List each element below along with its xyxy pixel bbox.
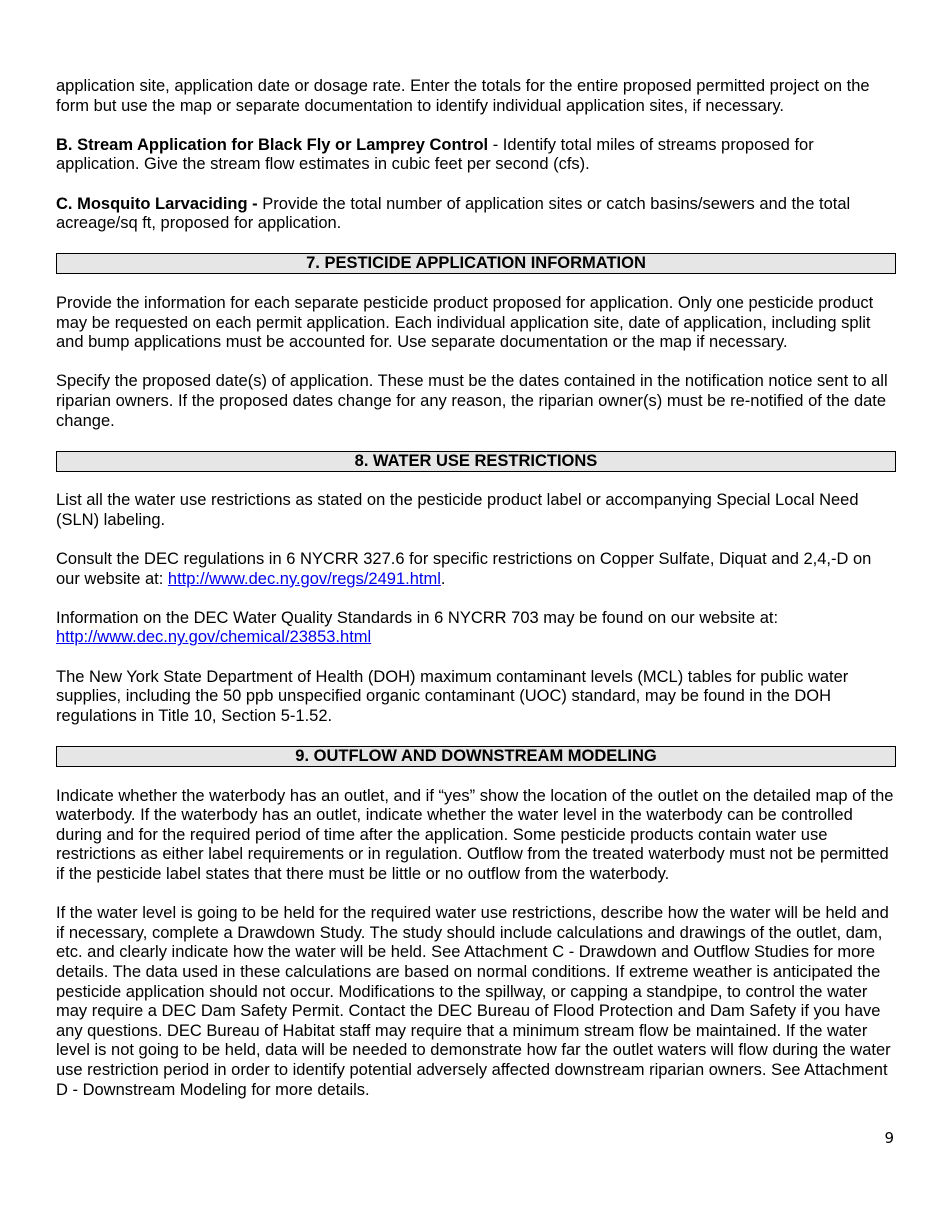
section-7-paragraph-2: Specify the proposed date(s) of application. These must be the dates contained in the notification notice sent to all riparian owners. If the proposed dates change for any reason, the riparian owner(s) must be re-notified of the date change. (56, 372, 888, 430)
section-b-paragraph (56, 136, 896, 175)
section-8-paragraph-3-text: Information on the DEC Water Quality Standards in 6 NYCRR 703 may be found on our website at: (56, 608, 779, 627)
section-8-paragraph-3 (56, 609, 896, 648)
section-c-text: Provide the total number of application sites or catch basins/sewers and the total acreage/sq ft, proposed for application. (56, 194, 851, 233)
section-7-header: 7. PESTICIDE APPLICATION INFORMATION (56, 253, 896, 274)
section-8-paragraph-1: List all the water use restrictions as stated on the pesticide product label or accompanying Special Local Need (SLN) labeling. (56, 491, 859, 529)
section-8-paragraph-4: The New York State Department of Health (DOH) maximum contaminant levels (MCL) tables for public water supplies, including the 50 ppb unspecified organic contaminant (UOC) standard, may be found in the DOH regulations in Title 10, Section 5-1.52. (56, 667, 849, 725)
section-9-paragraph-1: Indicate whether the waterbody has an outlet, and if “yes” show the location of the outlet on the detailed map of the waterbody. If the waterbody has an outlet, indicate whether the water level in the waterbody can be controlled during and for the required period of time after the application. Some pesticide products contain water use restrictions as either label requirements or in regulation. Outflow from the treated waterbody must not be permitted if the pesticide label states that there must be little or no outflow from the waterbody. (56, 786, 894, 883)
section-8-paragraph-2 (56, 550, 896, 589)
section-9-header: 9. OUTFLOW AND DOWNSTREAM MODELING (56, 746, 896, 767)
section-8-header: 8. WATER USE RESTRICTIONS (56, 451, 896, 472)
section-b-title: B. Stream Application for Black Fly or Lamprey Control (56, 135, 489, 154)
document-body (56, 77, 896, 1100)
section-9-paragraph-2: If the water level is going to be held for the required water use restrictions, describe how the water will be held and if necessary, complete a Drawdown Study. The study should include calculations and drawings of the outlet, dam, etc. and clearly indicate how the water will be held. See Attachment C - Drawdown and Outflow Studies for more details. The data used in these calculations are based on normal conditions. If extreme weather is anticipated the pesticide application should not occur. Modifications to the spillway, or capping a standpipe, to control the water may require a DEC Dam Safety Permit. Contact the DEC Bureau of Flood Protection and Dam Safety if you have any questions. DEC Bureau of Habitat staff may require that a minimum stream flow be maintained. If the water level is not going to be held, data will be needed to demonstrate how far the outlet waters will flow during the water use restriction period in order to identify potential adversely affected downstream riparian owners. See Attachment D - Downstream Modeling for more details. (56, 904, 891, 1099)
section-c-title: C. Mosquito Larvaciding - (56, 194, 258, 213)
intro-continuation-paragraph: application site, application date or dosage rate. Enter the totals for the entire proposed permitted project on the form but use the map or separate documentation to identify individual application sites, if necessary. (56, 77, 870, 115)
section-c-paragraph (56, 195, 896, 234)
dec-regs-link[interactable]: http://www.dec.ny.gov/regs/2491.html (167, 569, 441, 588)
section-8-paragraph-2-text: Consult the DEC regulations in 6 NYCRR 327.6 for specific restrictions on Copper Sulfate, Diquat and 2,4,-D on our website at: (56, 550, 872, 588)
page-number: 9 (884, 1129, 894, 1147)
section-8-paragraph-2-end: . (440, 569, 446, 588)
section-b-text: - Identify total miles of streams proposed for application. Give the stream flow estimates in cubic feet per second (cfs). (56, 135, 814, 174)
dec-water-quality-link[interactable]: http://www.dec.ny.gov/chemical/23853.html (56, 628, 372, 647)
section-7-paragraph-1: Provide the information for each separate pesticide product proposed for application. Only one pesticide product may be requested on each permit application. Each individual application site, date of application, including split and bump applications must be accounted for. Use separate documentation or the map if necessary. (56, 293, 874, 352)
